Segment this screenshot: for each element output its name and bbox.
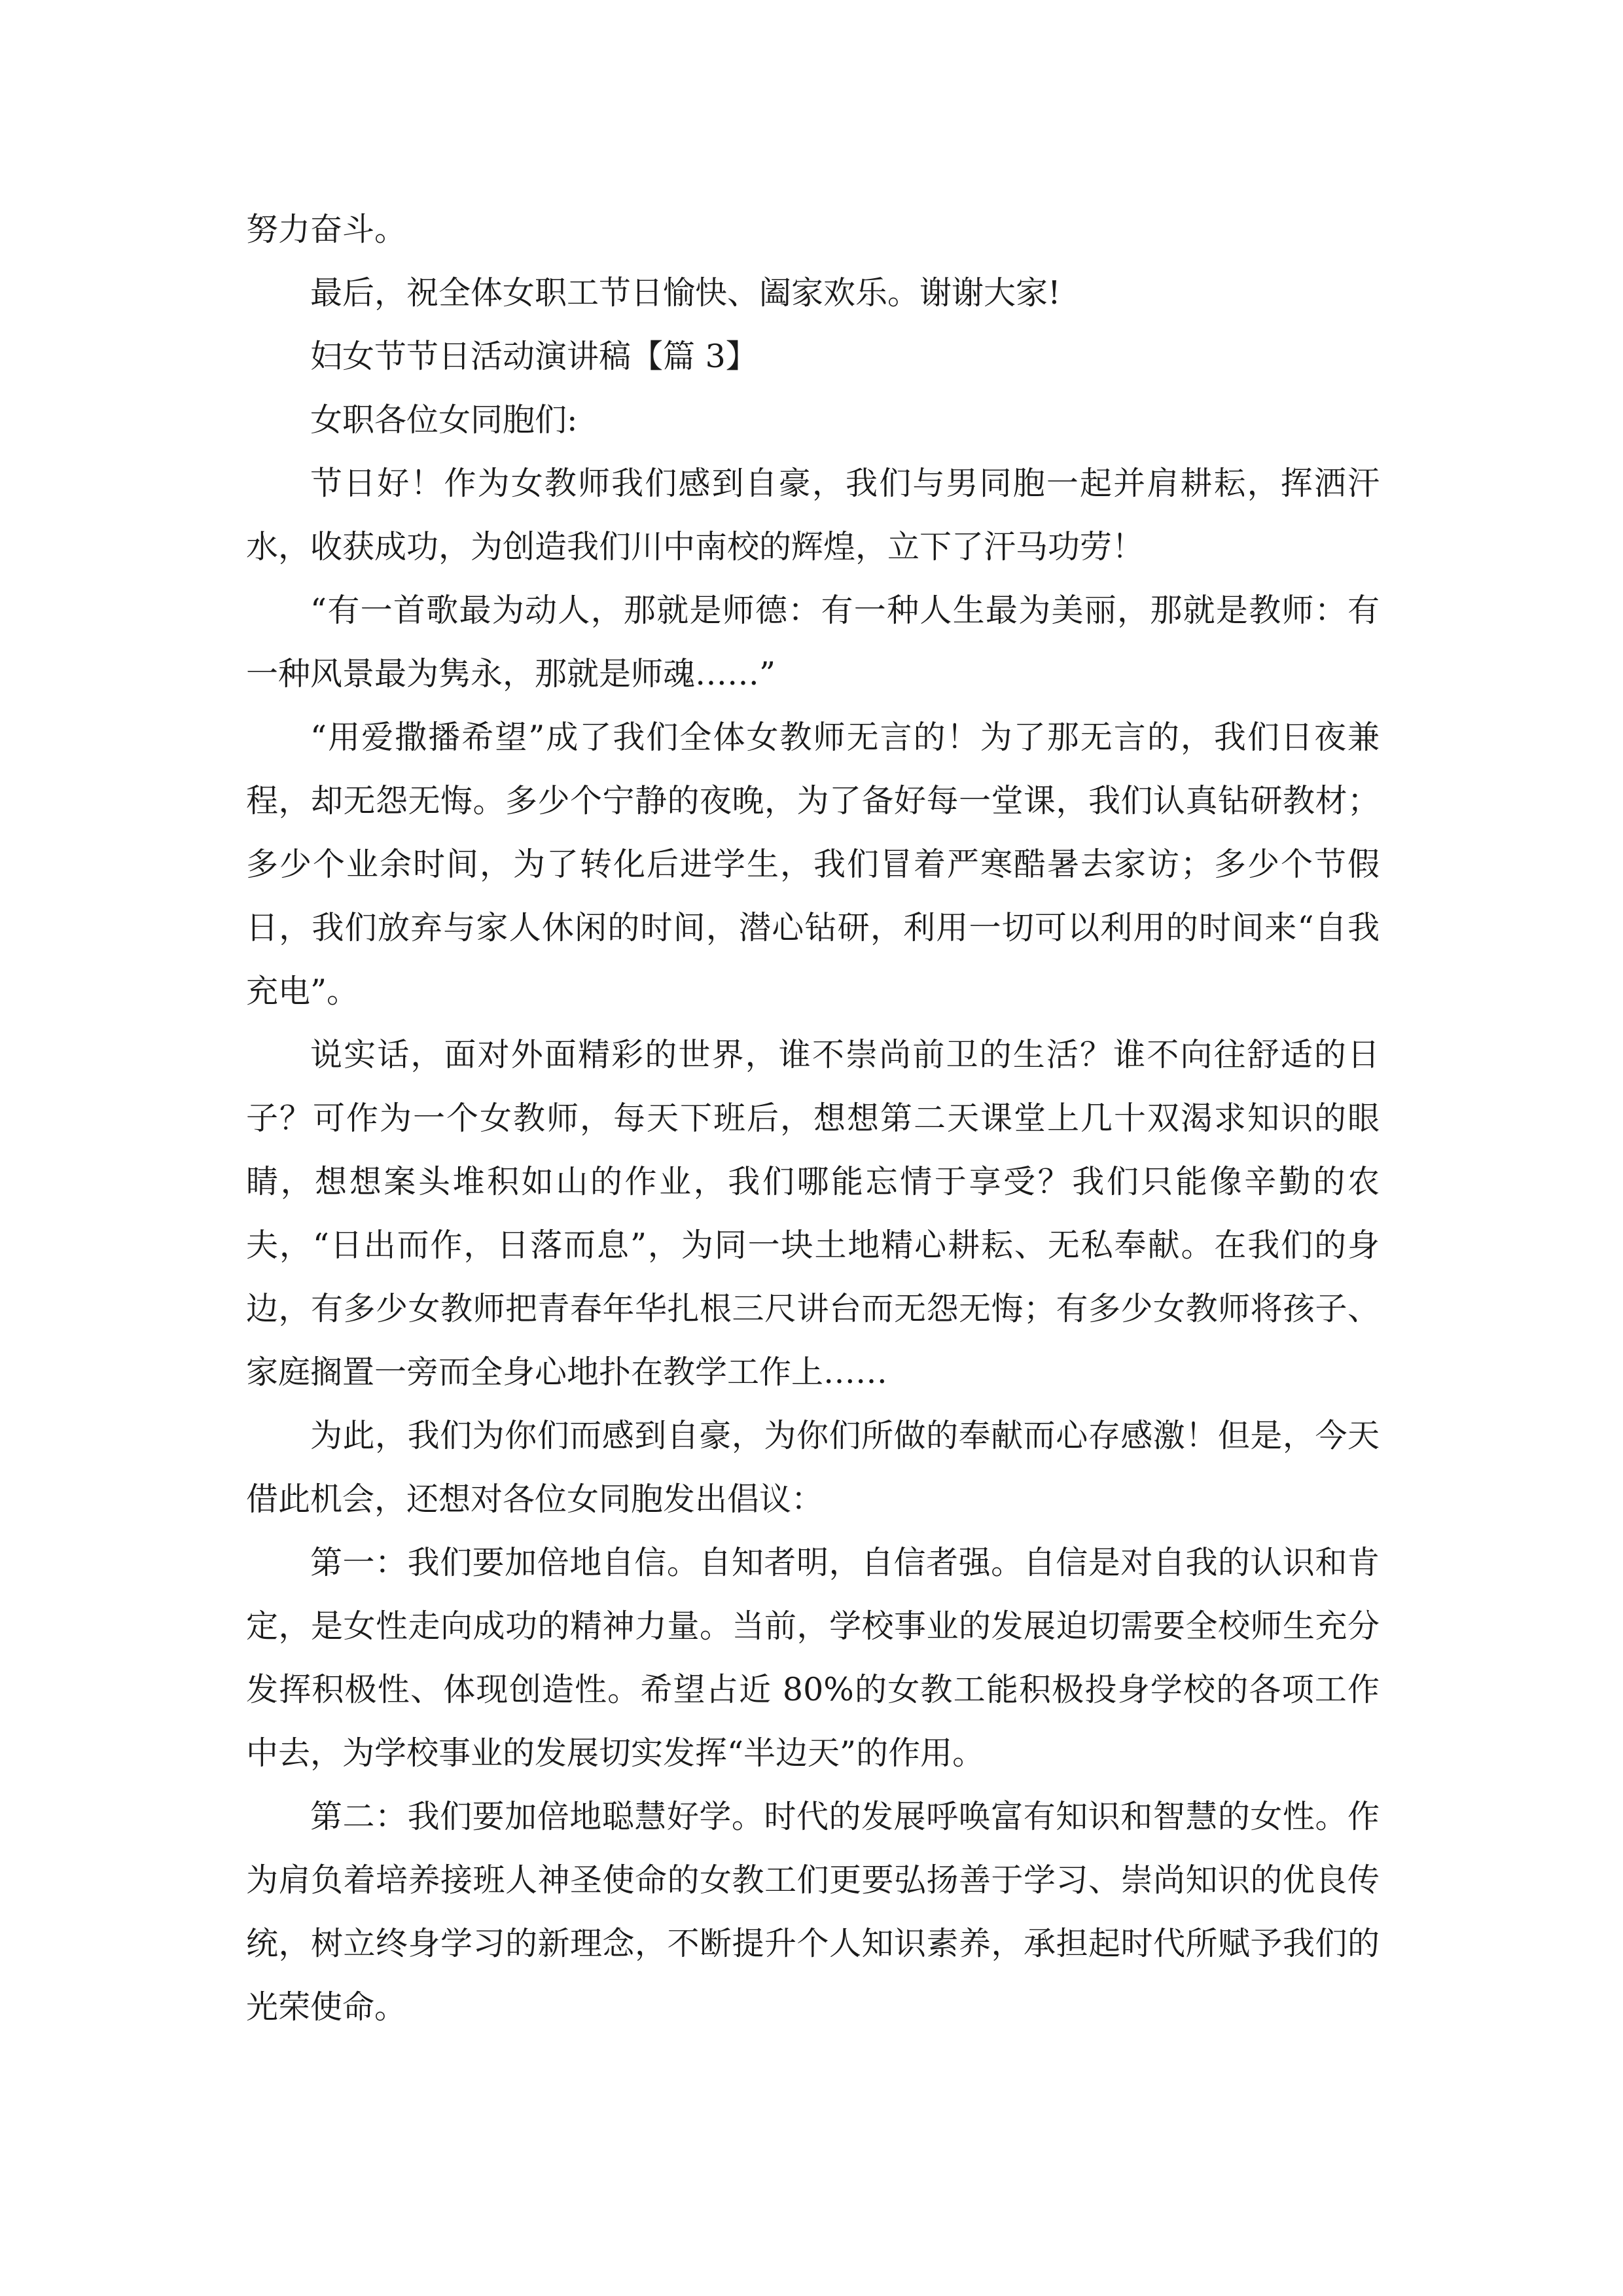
paragraph-1: 努力奋斗。 [246, 211, 407, 248]
section-heading: 妇女节节日活动演讲稿【篇 3】 [310, 338, 758, 375]
paragraph-11: 第二：我们要加倍地聪慧好学。时代的发展呼唤富有知识和智慧的女性。作为肩负着培养接班人神圣使命的女教工们更要弘扬善于学习、崇尚知识的优良传统，树立终身学习的新理念，不断提升个人知识素养，承担起时代所赋予我们的光荣使命。 [246, 1798, 1380, 2026]
salutation: 女职各位女同胞们: [310, 401, 578, 439]
document-body [246, 198, 1380, 2039]
paragraph-6: “有一首歌最为动人，那就是师德：有一种人生最为美丽，那就是教师：有一种风景最为隽永，那就是师魂……” [246, 592, 1380, 692]
paragraph-5: 节日好！作为女教师我们感到自豪，我们与男同胞一起并肩耕耘，挥洒汗水，收获成功，为创造我们川中南校的辉煌，立下了汗马功劳！ [246, 465, 1380, 565]
paragraph-8: 说实话，面对外面精彩的世界，谁不崇尚前卫的生活？谁不向往舒适的日子？可作为一个女教师，每天下班后，想想第二天课堂上几十双渴求知识的眼睛，想想案头堆积如山的作业，我们哪能忘情于享受？我们只能像辛勤的农夫，“日出而作，日落而息”，为同一块土地精心耕耘、无私奉献。在我们的身边，有多少女教师把青春年华扎根三尺讲台而无怨无悔；有多少女教师将孩子、家庭搁置一旁而全身心地扑在教学工作上…… [246, 1036, 1380, 1391]
paragraph-9: 为此，我们为你们而感到自豪，为你们所做的奉献而心存感激！但是，今天借此机会，还想对各位女同胞发出倡议： [246, 1417, 1380, 1518]
paragraph-10: 第一：我们要加倍地自信。自知者明，自信者强。自信是对自我的认识和肯定，是女性走向成功的精神力量。当前，学校事业的发展迫切需要全校师生充分发挥积极性、体现创造性。希望占近 80%的女教工能积极投身学校的各项工作中去，为学校事业的发展切实发挥“半边天”的作用。 [246, 1544, 1380, 1772]
paragraph-7: “用爱撒播希望”成了我们全体女教师无言的！为了那无言的，我们日夜兼程，却无怨无悔。多少个宁静的夜晚，为了备好每一堂课，我们认真钻研教材；多少个业余时间，为了转化后进学生，我们冒着严寒酷暑去家访；多少个节假日，我们放弃与家人休闲的时间，潜心钻研，利用一切可以利用的时间来“自我充电”。 [246, 719, 1380, 1010]
paragraph-2: 最后，祝全体女职工节日愉快、阖家欢乐。谢谢大家! [310, 274, 1061, 312]
